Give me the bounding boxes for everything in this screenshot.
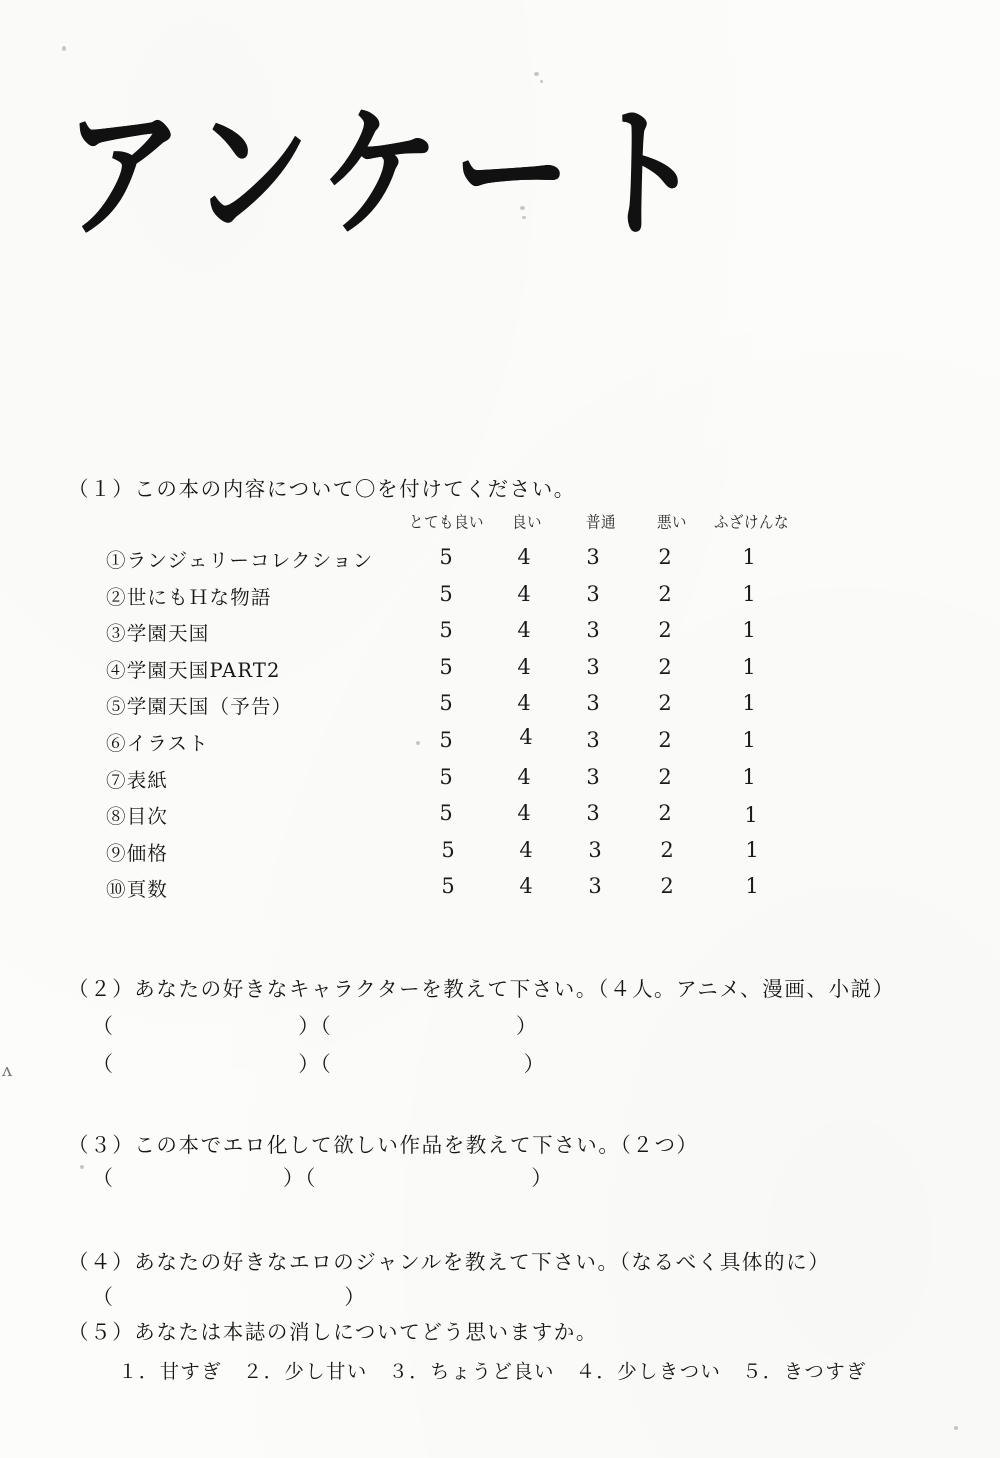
question-5-prompt: （５）あなたは本誌の消しについてどう思いますか。	[68, 1320, 598, 1344]
rating-option-5[interactable]: 5	[439, 618, 453, 643]
rating-option-1[interactable]: 1	[742, 545, 756, 569]
rating-option-4[interactable]: 4	[517, 618, 531, 643]
rating-option-2[interactable]: 2	[658, 727, 672, 752]
rating-option-5[interactable]: 5	[439, 654, 453, 679]
rating-option-2[interactable]: 2	[658, 545, 672, 569]
rating-option-2[interactable]: 2	[660, 837, 674, 862]
rating-option-3[interactable]: 3	[586, 654, 600, 679]
rating-option-4[interactable]: 4	[519, 837, 533, 862]
rating-item-list	[0, 545, 1000, 911]
rating-option-4[interactable]: 4	[517, 801, 531, 826]
question-2-answer-row-1[interactable]: （ ）（ ）	[92, 1014, 538, 1038]
rating-option-4[interactable]: 4	[519, 724, 533, 749]
page-title: アンケート	[61, 89, 719, 259]
rating-option-3[interactable]: 3	[586, 581, 600, 606]
rating-option-4[interactable]: 4	[517, 654, 531, 679]
rating-option-2[interactable]: 2	[658, 764, 672, 789]
item-label: ⑧目次	[106, 805, 169, 829]
item-label: ①ランジェリーコレクション	[106, 549, 374, 572]
item-label: ⑥イラスト	[106, 731, 209, 755]
table-row[interactable]	[0, 655, 1000, 692]
rating-option-1[interactable]: 1	[742, 727, 756, 752]
rating-option-5[interactable]: 5	[439, 545, 453, 569]
question-4-prompt: （４）あなたの好きなエロのジャンルを教えて下さい。（なるべく具体的に）	[68, 1250, 831, 1274]
item-label: ②世にもＨな物語	[106, 585, 272, 609]
table-row[interactable]	[0, 691, 1000, 728]
rating-option-3[interactable]: 3	[586, 691, 600, 716]
scan-speck	[80, 1165, 84, 1169]
rating-option-3[interactable]: 3	[586, 727, 600, 752]
rating-option-1[interactable]: 1	[742, 618, 756, 643]
rating-option-4[interactable]: 4	[517, 581, 531, 606]
rating-option-1[interactable]: 1	[745, 874, 759, 899]
table-row[interactable]	[0, 801, 1000, 838]
question-3-prompt: （３）この本でエロ化して欲しい作品を教えて下さい。（２つ）	[68, 1133, 699, 1157]
table-row[interactable]	[0, 582, 1000, 619]
rating-option-5[interactable]: 5	[439, 691, 453, 716]
rating-option-5[interactable]: 5	[439, 801, 453, 826]
table-row[interactable]	[0, 545, 1000, 582]
scale-header-4: ふざけんな	[714, 514, 789, 532]
rating-option-2[interactable]: 2	[660, 874, 674, 899]
table-row[interactable]	[0, 724, 1000, 765]
rating-option-3[interactable]: 3	[588, 874, 602, 899]
rating-option-4[interactable]: 4	[519, 874, 533, 899]
rating-option-5[interactable]: 5	[439, 764, 453, 789]
item-label: ③学園天国	[106, 622, 210, 646]
rating-option-1[interactable]: 1	[745, 837, 759, 862]
rating-option-3[interactable]: 3	[586, 764, 600, 789]
rating-option-5[interactable]: 5	[441, 837, 455, 862]
scan-speck	[62, 46, 66, 51]
rating-option-2[interactable]: 2	[658, 654, 672, 679]
item-label: ⑨価格	[106, 841, 169, 865]
item-label: ⑦表紙	[106, 768, 169, 792]
rating-option-1[interactable]: 1	[744, 803, 758, 828]
item-label: ④学園天国PART2	[106, 658, 281, 682]
question-3-answer-row-1[interactable]: （ ）（ ）	[92, 1166, 554, 1190]
question-1-prompt: （１）この本の内容について〇を付けてください。	[68, 477, 576, 501]
rating-option-2[interactable]: 2	[658, 581, 672, 606]
rating-option-5[interactable]: 5	[439, 727, 453, 752]
rating-option-5[interactable]: 5	[439, 581, 453, 606]
scale-header-2: 普通	[586, 514, 616, 532]
page-edge-mark: ʌ	[2, 1060, 13, 1081]
rating-option-4[interactable]: 4	[517, 764, 531, 789]
scale-header-1: 良い	[512, 514, 542, 532]
rating-option-2[interactable]: 2	[658, 801, 672, 826]
rating-option-2[interactable]: 2	[658, 618, 672, 643]
rating-option-3[interactable]: 3	[588, 837, 602, 862]
question-2-answer-row-2[interactable]: （ ）（ ）	[92, 1052, 546, 1076]
question-5-options[interactable]: １．甘すぎ ２．少し甘い ３．ちょうど良い ４．少しきつい ５．きつすぎ	[118, 1360, 867, 1383]
table-row[interactable]	[0, 618, 1000, 655]
table-row[interactable]	[0, 765, 1000, 802]
rating-option-1[interactable]: 1	[742, 764, 756, 789]
table-row[interactable]	[0, 838, 1000, 875]
scale-header-0: とても良い	[409, 514, 484, 532]
rating-option-3[interactable]: 3	[586, 618, 600, 643]
question-4-answer-row-1[interactable]: （ ）	[92, 1285, 367, 1309]
item-label: ⑤学園天国（予告）	[106, 695, 293, 719]
rating-option-1[interactable]: 1	[742, 691, 756, 716]
rating-option-1[interactable]: 1	[742, 581, 756, 606]
table-row[interactable]	[0, 874, 1000, 911]
rating-option-3[interactable]: 3	[586, 801, 600, 826]
scan-speck	[954, 1426, 958, 1430]
rating-option-5[interactable]: 5	[441, 874, 455, 899]
rating-option-4[interactable]: 4	[517, 545, 531, 569]
item-label: ⑩頁数	[106, 878, 169, 902]
rating-option-2[interactable]: 2	[658, 691, 672, 716]
scale-header-3: 悪い	[657, 514, 687, 532]
rating-option-3[interactable]: 3	[586, 545, 600, 569]
rating-option-4[interactable]: 4	[517, 691, 531, 716]
rating-option-1[interactable]: 1	[742, 654, 756, 679]
question-2-prompt: （２）あなたの好きなキャラクターを教えて下さい。（４人。アニメ、漫画、小説）	[68, 977, 895, 1001]
